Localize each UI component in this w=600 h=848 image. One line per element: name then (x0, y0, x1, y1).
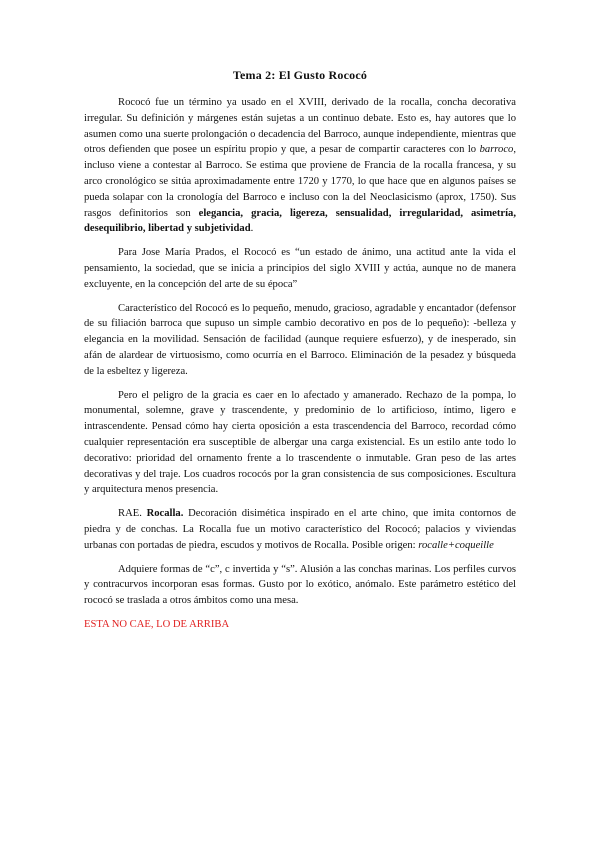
paragraph-forms: Adquiere formas de “c”, c invertida y “s”. Alusión a las conchas marinas. Los perfiles curvos y contracurvos incorporan esas formas. Gusto por lo exótico, anómalo. Este parámetro estético del rococó se traslada a otros ámbitos como una mesa. (84, 563, 516, 607)
paragraph-rae (84, 506, 516, 553)
paragraph-characteristics: Característico del Rococó es lo pequeño, menudo, gracioso, agradable y encantador (defensor de su filiación barroca que supuso un simple cambio decorativo en pos de lo pequeño): -belleza y elegancia en la movilidad. Sensación de facilidad (aunque requiere esfuerzo), y de inesperado, sin afán de alardear de virtuosismo, como ocurría en el Barroco. Eliminación de la pesadez y búsqueda de la esbeltez y ligereza. (84, 302, 516, 377)
paragraph-text: Rococó fue un término ya usado en el XVIII, derivado de la rocalla, concha decorativa irregular. Su definición y márgenes están sujetas a un continuo debate. Esto es, hay autores que lo asumen como una suerte prolongación o decadencia del Barroco, aunque independiente, mientras que otros defienden que posee un espíritu propio y que, a pesar de compartir caracteres con lo (84, 97, 516, 156)
paragraph-quote: Para Jose María Prados, el Rococó es “un estado de ánimo, una actitud ante la vida el pensamiento, la sociedad, que se inicia a principios del siglo XVIII y actúa, aunque no de manera excluyente, en la concepción del arte de su época” (84, 247, 516, 290)
origin-term: rocalle+coqueille (418, 539, 494, 551)
paragraph-definition (84, 95, 516, 237)
page-title: Tema 2: El Gusto Rococó (232, 68, 368, 82)
italic-term: barroco (479, 144, 514, 156)
red-note: ESTA NO CAE, LO DE ARRIBA (84, 618, 230, 630)
rocalla-term: Rocalla. (146, 508, 184, 520)
document-body (84, 95, 516, 641)
paragraph-text: , incluso viene a contestar al Barroco. Se estima que proviene de Francia de la rocalla francesa, y su arco cronológico se sitúa aproximadamente entre 1720 y 1770, lo que hace que en algunos países se pueda solapar con la cronología del Barroco e incluso con la del Neoclasicismo (aprox, 1750). Sus rasgos definitorios son (84, 144, 516, 219)
paragraph-text: Decoración disimética inspirado en el arte chino, que imita contornos de piedra y de conchas. La Rocalla fue un motivo característico del Rococó; palacios y viviendas urbanas con portadas de piedra, escudos y motivos de Rocalla. Posible origen: (84, 508, 516, 551)
bold-traits: elegancia, gracia, ligereza, sensualidad, irregularidad, asimetría, desequilibrio, libertad y subjetividad (84, 207, 517, 235)
paragraph-text: . (250, 223, 254, 235)
paragraph-danger: Pero el peligro de la gracia es caer en lo afectado y amanerado. Rechazo de la pompa, lo monumental, solemne, grave y trascendente, y predominio de lo artificioso, íntimo, ligero e intrascendente. Pensad cómo hay cierta oposición a esta trascendencia del Barroco, recordad cómo cualquier representación era susceptible de albergar una carga existencial. Es un estilo ante todo lo decorativo: prioridad del ornamento frente a lo trascendente o inmutable. Gran peso de las artes decorativas y del traje. Los cuadros rococós por la gran consistencia de sus composiciones. Escultura y arquitectura menos presencia. (84, 389, 516, 496)
rae-label: RAE. (118, 508, 147, 520)
